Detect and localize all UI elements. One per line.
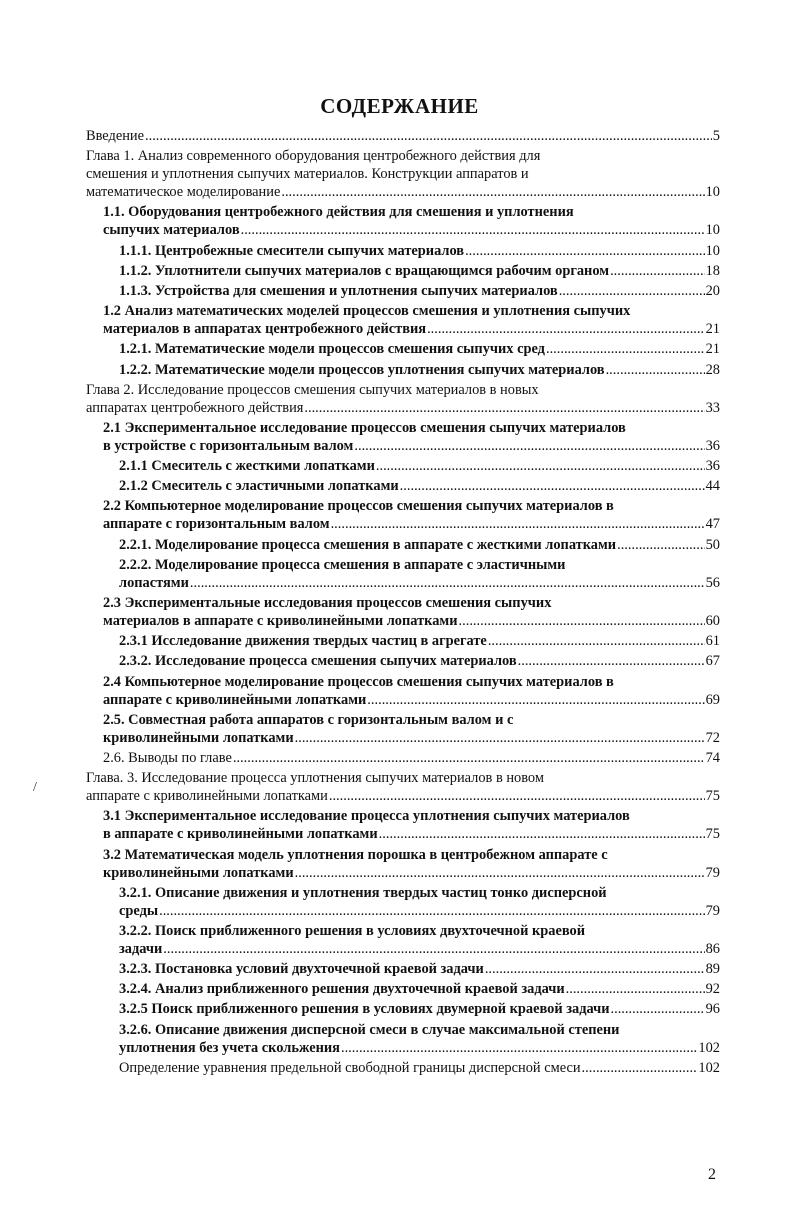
toc-entry-line: Глава 1. Анализ современного оборудования центробежного действия для [86,148,541,165]
toc-entry-page: 50 [705,536,720,553]
toc-entry [119,536,720,554]
toc-entry-title: 1.1.3. Устройства для смешения и уплотнения сыпучих материалов [119,282,558,299]
toc-entry-last-line [119,632,720,650]
page-number: 2 [708,1166,716,1183]
toc-entry-title: аппарате с криволинейными лопатками [103,691,367,708]
toc-entry [119,361,720,379]
toc-entry-last-line [119,574,720,592]
toc-entry-page: 56 [705,574,720,591]
toc-entry-last-line [103,437,720,455]
toc-entry [119,340,720,358]
toc-leader-dots [617,536,705,554]
toc-entry-last-line [119,1039,720,1057]
toc-entry-page: 36 [705,437,720,454]
toc-leader-dots [295,729,705,747]
toc-entry-last-line [103,749,720,767]
toc-entry-last-line [103,221,720,239]
toc-entry-title: лопастями [119,574,189,591]
toc-entry-last-line [119,282,720,300]
toc-entry-line: 2.4 Компьютерное моделирование процессов смешения сыпучих материалов в [103,673,614,690]
margin-mark: / [33,780,37,795]
toc-leader-dots [379,825,705,843]
toc-entry-page: 92 [705,981,720,998]
toc-entry-title: 3.2.4. Анализ приближенного решения двухточечной краевой задачи [119,981,565,998]
toc-entry-line: 1.1. Оборудования центробежного действия для смешения и уплотнения [103,204,574,221]
toc-entry [119,457,720,475]
toc-entry-title: криволинейными лопатками [103,729,294,746]
toc-entry [119,1059,720,1077]
toc-entry-title: 2.2.1. Моделирование процесса смешения в аппарате с жесткими лопатками [119,536,617,553]
toc-leader-dots [611,1000,705,1018]
toc-entry-last-line [86,787,720,805]
toc-leader-dots [376,457,705,475]
toc-entry-line: 2.3 Экспериментальные исследования процессов смешения сыпучих [103,595,552,611]
toc-entry-page: 69 [705,691,720,708]
toc-leader-dots [281,183,704,201]
toc-entry-last-line [103,864,720,882]
toc-entry-last-line [119,960,720,978]
toc-entry [119,262,720,280]
toc-entry-page: 79 [705,864,720,881]
toc-entry [86,769,720,805]
toc-entry-last-line [103,729,720,747]
toc-entry-last-line [119,1000,720,1018]
toc-entry-title: криволинейными лопатками [103,864,294,881]
toc-entry-line: 1.2 Анализ математических моделей процессов смешения и уплотнения сыпучих [103,303,631,320]
toc-entry [119,242,720,260]
toc-entry-page: 44 [705,478,720,495]
toc-entry-page: 61 [705,633,720,650]
toc-entry-title: Введение [86,128,145,144]
toc-entry [119,652,720,670]
toc-leader-dots [606,361,705,379]
toc-entry-title: математическое моделирование [86,184,281,201]
toc-leader-dots [331,515,705,533]
toc-entry-title: задачи [119,940,163,957]
toc-entry-page: 75 [705,826,720,843]
toc-entry-title: уплотнения без учета скольжения [119,1039,340,1056]
toc-entry-line: 3.2.1. Описание движения и уплотнения твердых частиц тонко дисперсной [119,884,607,901]
toc-entry-page: 21 [705,341,720,358]
toc-entry-title: 2.1.2 Смеситель с эластичными лопатками [119,478,399,495]
toc-entry-page: 72 [705,729,720,746]
toc-entry-line: 3.2 Математическая модель уплотнения порошка в центробежном аппарате с [103,846,608,863]
toc-entry [103,497,720,533]
toc-entry-last-line [119,980,720,998]
toc-leader-dots [459,612,705,630]
toc-entry-line: 3.1 Экспериментальное исследование процесса уплотнения сыпучих материалов [103,808,630,825]
toc-entry-page: 33 [705,399,720,416]
toc-leader-dots [465,242,705,260]
toc-entry-title: материалов в аппарате с криволинейными лопатками [103,613,458,629]
toc-entry [86,127,720,145]
toc-entry-title: Определение уравнения предельной свободной границы дисперсной смеси [119,1059,581,1076]
toc-leader-dots [400,477,705,495]
toc-entry-title: 2.3.2. Исследование процесса смешения сыпучих материалов [119,653,517,670]
toc-leader-dots [566,980,705,998]
toc-leader-dots [367,691,704,709]
toc-entry-last-line [119,652,720,670]
toc-leader-dots [582,1059,698,1077]
toc-entry-page: 89 [705,961,720,978]
toc-leader-dots [329,787,705,805]
toc-entry [103,203,720,239]
toc-entry-page: 75 [705,788,720,805]
toc-entry-line: 2.2 Компьютерное моделирование процессов смешения сыпучих материалов в [103,498,614,515]
toc-entry-line: 3.2.2. Поиск приближенного решения в условиях двухточечной краевой [119,922,586,939]
toc-entry-page: 36 [705,458,720,475]
toc-entry-line: 2.2.2. Моделирование процесса смешения в аппарате с эластичными [119,556,566,573]
toc-entry [103,419,720,455]
toc-entry-title: 2.1.1 Смеситель с жесткими лопатками [119,458,375,475]
toc-entry-page: 47 [705,516,720,533]
toc-entry [119,922,720,958]
toc-entry [103,302,720,338]
toc-entry-line: 2.1 Экспериментальное исследование процессов смешения сыпучих материалов [103,419,626,436]
toc-entry-line: смешения и уплотнения сыпучих материалов. Конструкции аппаратов и [86,166,529,183]
toc-entry [119,980,720,998]
toc-entry-page: 5 [712,128,720,144]
toc-entry-page: 96 [705,1001,720,1018]
toc-leader-dots [354,437,704,455]
toc-entry [103,711,720,747]
toc-entry-title: 1.1.1. Центробежные смесители сыпучих материалов [119,242,465,259]
toc-leader-dots [190,574,705,592]
toc-entry-page: 79 [705,902,720,919]
toc-entry-last-line [119,1059,720,1077]
toc-entry-title: 2.6. Выводы по главе [103,749,232,766]
toc-entry-title: среды [119,902,159,919]
toc-entry [103,807,720,843]
page-title: СОДЕРЖАНИЕ [320,94,479,118]
toc-leader-dots [546,340,705,358]
toc-entry-title: 3.2.3. Постановка условий двухточечной краевой задачи [119,961,484,978]
toc-leader-dots [341,1039,697,1057]
toc-leader-dots [304,399,704,417]
toc-leader-dots [159,902,705,920]
toc-entry [119,477,720,495]
toc-entry [86,381,720,417]
toc-entry-last-line [86,399,720,417]
toc-entry [119,884,720,920]
toc-entry-last-line [119,340,720,358]
toc-leader-dots [233,749,705,767]
toc-entry-line: 3.2.6. Описание движения дисперсной смеси в случае максимальной степени [119,1021,620,1038]
toc-entry-page: 86 [705,940,720,957]
toc-entry-title: 2.3.1 Исследование движения твердых частиц в агрегате [119,633,487,650]
toc-entry-page: 10 [705,222,720,239]
toc-leader-dots [145,127,712,145]
toc-entry-last-line [86,183,720,201]
toc-entry-title: в аппарате с криволинейными лопатками [103,826,378,843]
toc-entry-last-line [119,361,720,379]
toc-entry-page: 10 [705,184,720,201]
toc-leader-dots [488,632,705,650]
toc-entry-last-line [119,242,720,260]
toc-entry-line: Глава. 3. Исследование процесса уплотнения сыпучих материалов в новом [86,770,544,787]
toc-entry [86,147,720,201]
toc-entry-page: 102 [698,1059,720,1076]
toc-entry-title: аппаратах центробежного действия [86,399,304,416]
toc-entry-last-line [103,612,720,630]
toc-entry-line: Глава 2. Исследование процессов смешения сыпучих материалов в новых [86,381,539,398]
toc-entry [103,846,720,882]
toc-entry-title: в устройстве с горизонтальным валом [103,437,354,454]
toc-entry-last-line [103,515,720,533]
toc-entry-page: 74 [705,749,720,766]
toc-entry-last-line [103,320,720,338]
toc-entry-line: 2.5. Совместная работа аппаратов с горизонтальным валом и с [103,711,514,728]
toc-leader-dots [427,320,705,338]
toc-entry-last-line [119,940,720,958]
toc-entry-page: 10 [705,242,720,259]
toc-leader-dots [559,282,705,300]
toc-entry [119,632,720,650]
toc-entry [119,556,720,592]
toc-entry [103,673,720,709]
toc-entry-page: 20 [705,282,720,299]
toc-leader-dots [241,221,705,239]
toc-entry [103,594,720,630]
toc-entry-title: 1.2.2. Математические модели процессов уплотнения сыпучих материалов [119,361,605,378]
toc-entry-last-line [119,477,720,495]
toc-entry-title: 1.1.2. Уплотнители сыпучих материалов с вращающимся рабочим органом [119,262,610,279]
toc-entry-title: аппарате с криволинейными лопатками [86,788,328,805]
toc-leader-dots [485,960,705,978]
toc-entry-title: сыпучих материалов [103,222,240,239]
toc-leader-dots [610,262,705,280]
toc-leader-dots [518,652,705,670]
toc-entry-page: 67 [705,653,720,670]
toc-entry [119,1021,720,1057]
toc-entry-title: 1.2.1. Математические модели процессов смешения сыпучих сред [119,341,545,358]
toc-entry-title: аппарате с горизонтальным валом [103,516,330,533]
toc-entry [119,1000,720,1018]
toc-leader-dots [295,864,705,882]
toc-entry-last-line [119,262,720,280]
toc-entry-page: 102 [698,1039,720,1056]
toc-leader-dots [163,940,704,958]
toc-entry-last-line [119,457,720,475]
toc-entry-title: 3.2.5 Поиск приближенного решения в условиях двумерной краевой задачи [119,1001,610,1018]
toc-entry-last-line [103,825,720,843]
toc-entry-last-line [119,902,720,920]
toc-entry-page: 21 [705,321,720,338]
toc-entry [119,282,720,300]
toc-entry-page: 18 [705,262,720,279]
toc-entry [119,960,720,978]
toc-entry-page: 28 [705,361,720,378]
toc-entry-last-line [119,536,720,554]
toc-entry-last-line [86,127,720,145]
toc-entry-title: материалов в аппаратах центробежного действия [103,321,427,338]
toc-entry-last-line [103,691,720,709]
toc-entry [103,749,720,767]
table-of-contents [0,127,799,1079]
toc-entry-page: 60 [705,613,720,629]
